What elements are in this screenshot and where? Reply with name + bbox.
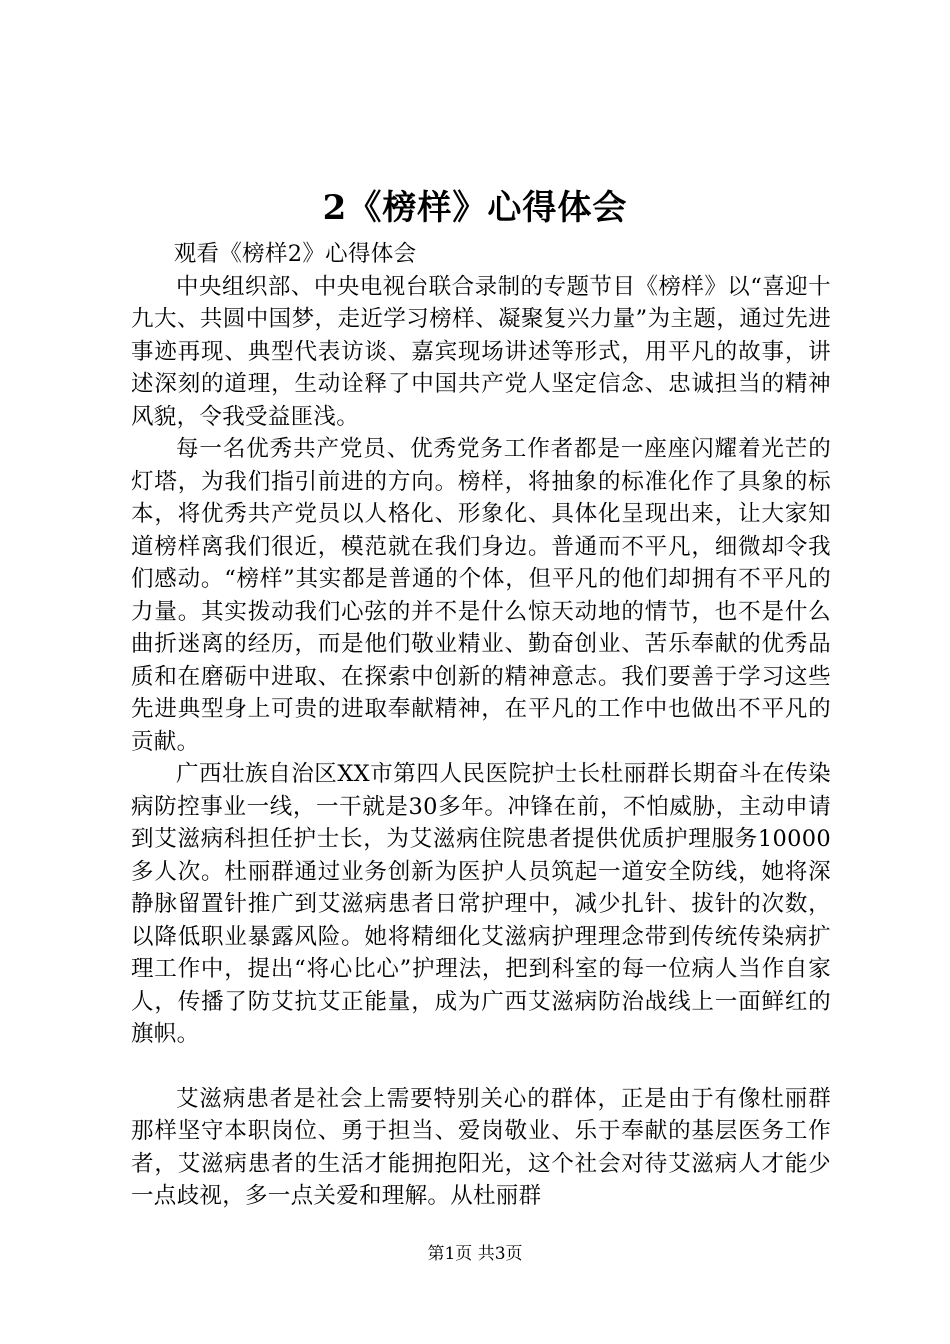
page-footer: 第1页 共3页 [427, 1244, 523, 1264]
document-subtitle: 观看《榜样2》心得体会 [173, 241, 417, 267]
paragraph-2: 每一名优秀共产党员、优秀党务工作者都是一座座闪耀着光芒的灯塔，为我们指引前进的方向。榜样，将抽象的标准化作了具象的标本，将优秀共产党员以人格化、形象化、具体化呈现出来，让大家知道榜样离我们很近，模范就在我们身边。普通而不平凡，细微却令我们感动。“榜样”其实都是普通的个体，但平凡的他们却拥有不平凡的力量。其实拨动我们心弦的并不是什么惊天动地的情节，也不是什么曲折迷离的经历，而是他们敬业精业、勤奋创业、苦乐奉献的优秀品质和在磨砺中进取、在探索中创新的精神意志。我们要善于学习这些先进典型身上可贵的进取奉献精神，在平凡的工作中也做出不平凡的贡献。 [131, 436, 831, 755]
document-body [131, 238, 831, 1213]
paragraph-1: 中央组织部、中央电视台联合录制的专题节目《榜样》以“喜迎十九大、共圆中国梦，走近学习榜样、凝聚复兴力量”为主题，通过先进事迹再现、典型代表访谈、嘉宾现场讲述等形式，用平凡的故事，讲述深刻的道理，生动诠释了中国共产党人坚定信念、忠诚担当的精神风貌，令我受益匪浅。 [131, 273, 831, 430]
document-title: 2《榜样》心得体会 [322, 188, 628, 228]
paragraph-3: 广西壮族自治区XX市第四人民医院护士长杜丽群长期奋斗在传染病防控事业一线，一干就是30多年。冲锋在前，不怕威胁，主动申请到艾滋病科担任护士长，为艾滋病住院患者提供优质护理服务10000多人次。杜丽群通过业务创新为医护人员筑起一道安全防线，她将深静脉留置针推广到艾滋病患者日常护理中，减少扎针、拔针的次数，以降低职业暴露风险。她将精细化艾滋病护理理念带到传统传染病扩理工作中，提出“将心比心”护理法，把到科室的每一位病人当作自家人，传播了防艾抗艾正能量，成为广西艾滋病防治战线上一面鲜红的旗帜。 [131, 761, 831, 1047]
paragraph-4: 艾滋病患者是社会上需要特别关心的群体，正是由于有像杜丽群那样坚守本职岗位、勇于担当、爱岗敬业、乐于奉献的基层医务工作者，艾滋病患者的生活才能拥抱阳光，这个社会对待艾滋病人才能少一点歧视，多一点关爱和理解。从杜丽群 [131, 1085, 831, 1209]
